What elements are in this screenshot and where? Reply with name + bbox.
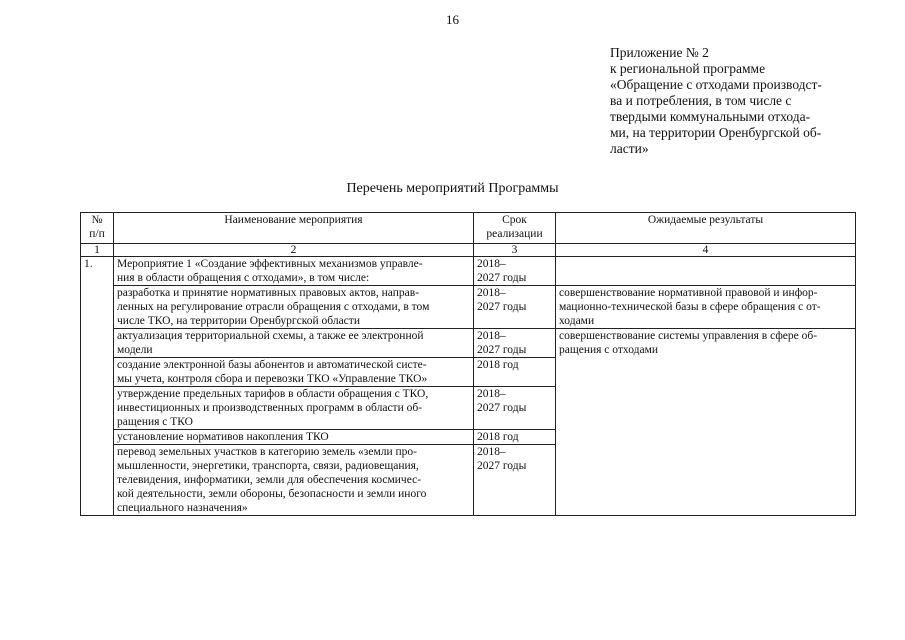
measure-term: 2018 год (474, 430, 556, 445)
column-number: 2 (114, 244, 474, 257)
measure-name: установление нормативов накопления ТКО (114, 430, 474, 445)
row-number: 1. (81, 257, 114, 516)
appendix-line: твердыми коммунальными отхода- (610, 109, 811, 124)
document-title: Перечень мероприятий Программы (346, 181, 559, 196)
table-row (81, 257, 856, 286)
measure-name: Мероприятие 1 «Создание эффективных механизмов управле- ния в области обращения с отходами», в том числе: (114, 257, 474, 286)
measure-term: 2018– 2027 годы (474, 445, 556, 516)
header-num: № п/п (81, 213, 114, 244)
appendix-caption (610, 45, 855, 157)
appendix-line: Приложение № 2 (610, 45, 709, 60)
measure-name: актуализация территориальной схемы, а также ее электронной модели (114, 329, 474, 358)
header-term: Срок реализации (474, 213, 556, 244)
measure-term: 2018– 2027 годы (474, 257, 556, 286)
header-result: Ожидаемые результаты (556, 213, 856, 244)
appendix-line: к региональной программе (610, 61, 766, 76)
table-header-row (81, 213, 856, 244)
appendix-line: ми, на территории Оренбургской об- (610, 125, 822, 140)
measure-result: совершенствование системы управления в сфере об- ращения с отходами (556, 329, 856, 516)
measure-term: 2018– 2027 годы (474, 387, 556, 430)
appendix-line: ласти» (610, 141, 649, 156)
measure-result-empty (556, 257, 856, 286)
measure-term: 2018 год (474, 358, 556, 387)
page-number: 16 (446, 12, 459, 27)
appendix-line: ва и потребления, в том числе с (610, 93, 792, 108)
measures-table (80, 212, 856, 516)
measure-term: 2018– 2027 годы (474, 329, 556, 358)
measure-name: перевод земельных участков в категорию земель «земли про- мышленности, энергетики, транспорта, связи, радиовещания, телевидения, информатики, земли для обеспечения космичес- кой деятельности, земли обороны, безопасности и земли иного специального назначения» (114, 445, 474, 516)
measure-term: 2018– 2027 годы (474, 286, 556, 329)
column-number-row (81, 244, 856, 257)
measure-result: совершенствование нормативной правовой и инфор- мационно-технической базы в сфере обращения с от- ходами (556, 286, 856, 329)
measure-name: утверждение предельных тарифов в области обращения с ТКО, инвестиционных и производственных программ в области об- ращения с ТКО (114, 387, 474, 430)
column-number: 1 (81, 244, 114, 257)
column-number: 3 (474, 244, 556, 257)
appendix-line: «Обращение с отходами производст- (610, 77, 822, 92)
measure-name: разработка и принятие нормативных правовых актов, направ- ленных на регулирование отрасли обращения с отходами, в том числе ТКО, на территории Оренбургской области (114, 286, 474, 329)
table-row (81, 286, 856, 329)
measure-name: создание электронной базы абонентов и автоматической систе- мы учета, контроля сбора и перевозки ТКО «Управление ТКО» (114, 358, 474, 387)
column-number: 4 (556, 244, 856, 257)
table-row (81, 329, 856, 358)
header-name: Наименование мероприятия (114, 213, 474, 244)
